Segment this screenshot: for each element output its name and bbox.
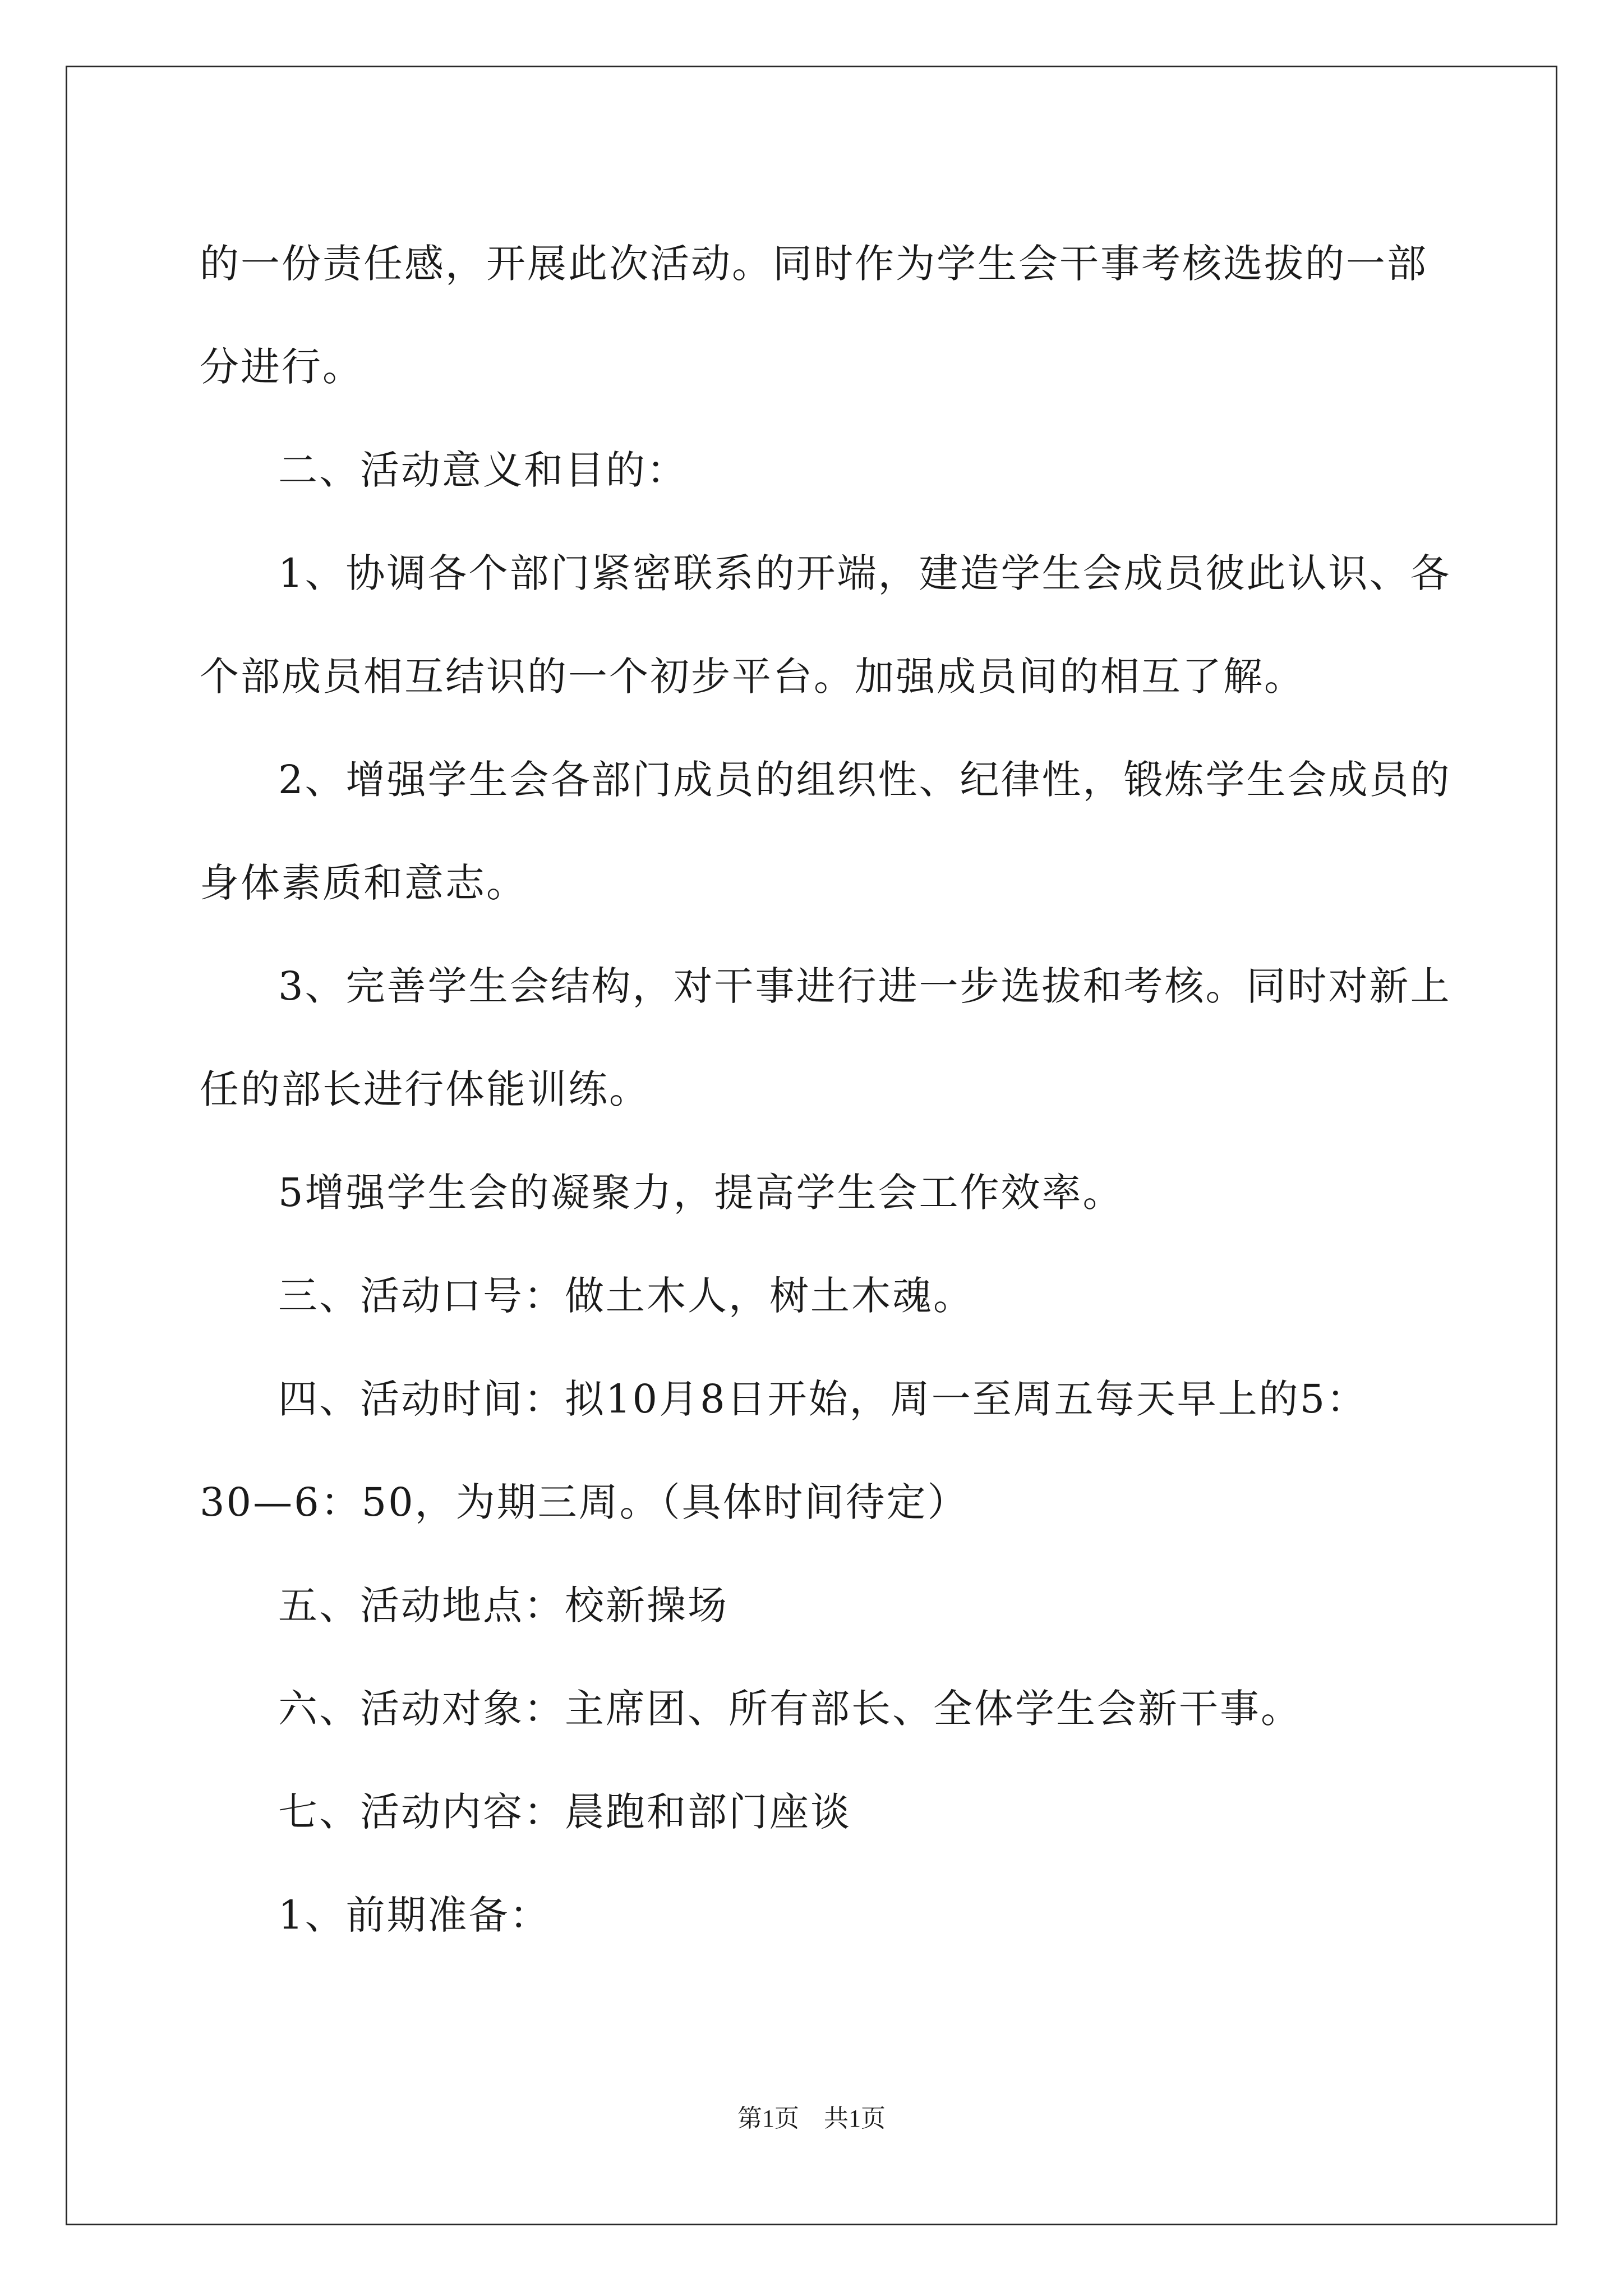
list-item: 1、前期准备： <box>278 1892 551 1938</box>
paragraph-line: 的一份责任感，开展此次活动。同时作为学生会干事考核选拔的一部 <box>200 241 1428 287</box>
list-item: 3、完善学生会结构，对干事进行进一步选拔和考核。同时对新上 <box>278 963 1451 1009</box>
paragraph-line: 个部成员相互结识的一个初步平台。加强成员间的相互了解。 <box>200 654 1305 700</box>
section-heading: 六、活动对象：主席团、所有部长、全体学生会新干事。 <box>278 1686 1302 1732</box>
section-heading: 三、活动口号：做土木人，树土木魂。 <box>278 1273 974 1319</box>
paragraph-line: 分进行。 <box>200 344 363 390</box>
page-number: 第1页 <box>737 2105 799 2132</box>
section-heading: 二、活动意义和目的： <box>278 447 688 493</box>
section-heading: 五、活动地点：校新操场 <box>278 1582 728 1628</box>
list-item: 2、增强学生会各部门成员的组织性、纪律性，锻炼学生会成员的 <box>278 757 1451 803</box>
list-item: 5增强学生会的凝聚力，提高学生会工作效率。 <box>278 1170 1124 1216</box>
paragraph-line: 任的部长进行体能训练。 <box>200 1066 650 1112</box>
page-total: 共1页 <box>824 2105 886 2132</box>
section-heading: 七、活动内容：晨跑和部门座谈 <box>278 1789 851 1835</box>
document-body <box>200 212 1451 1967</box>
paragraph-line: 身体素质和意志。 <box>200 860 527 906</box>
page-footer <box>0 2098 1623 2134</box>
section-heading: 四、活动时间：拟10月8日开始，周一至周五每天早上的5： <box>278 1376 1368 1422</box>
paragraph-line: 30—6：50，为期三周。（具体时间待定） <box>200 1479 969 1525</box>
list-item: 1、协调各个部门紧密联系的开端，建造学生会成员彼此认识、各 <box>278 550 1451 596</box>
